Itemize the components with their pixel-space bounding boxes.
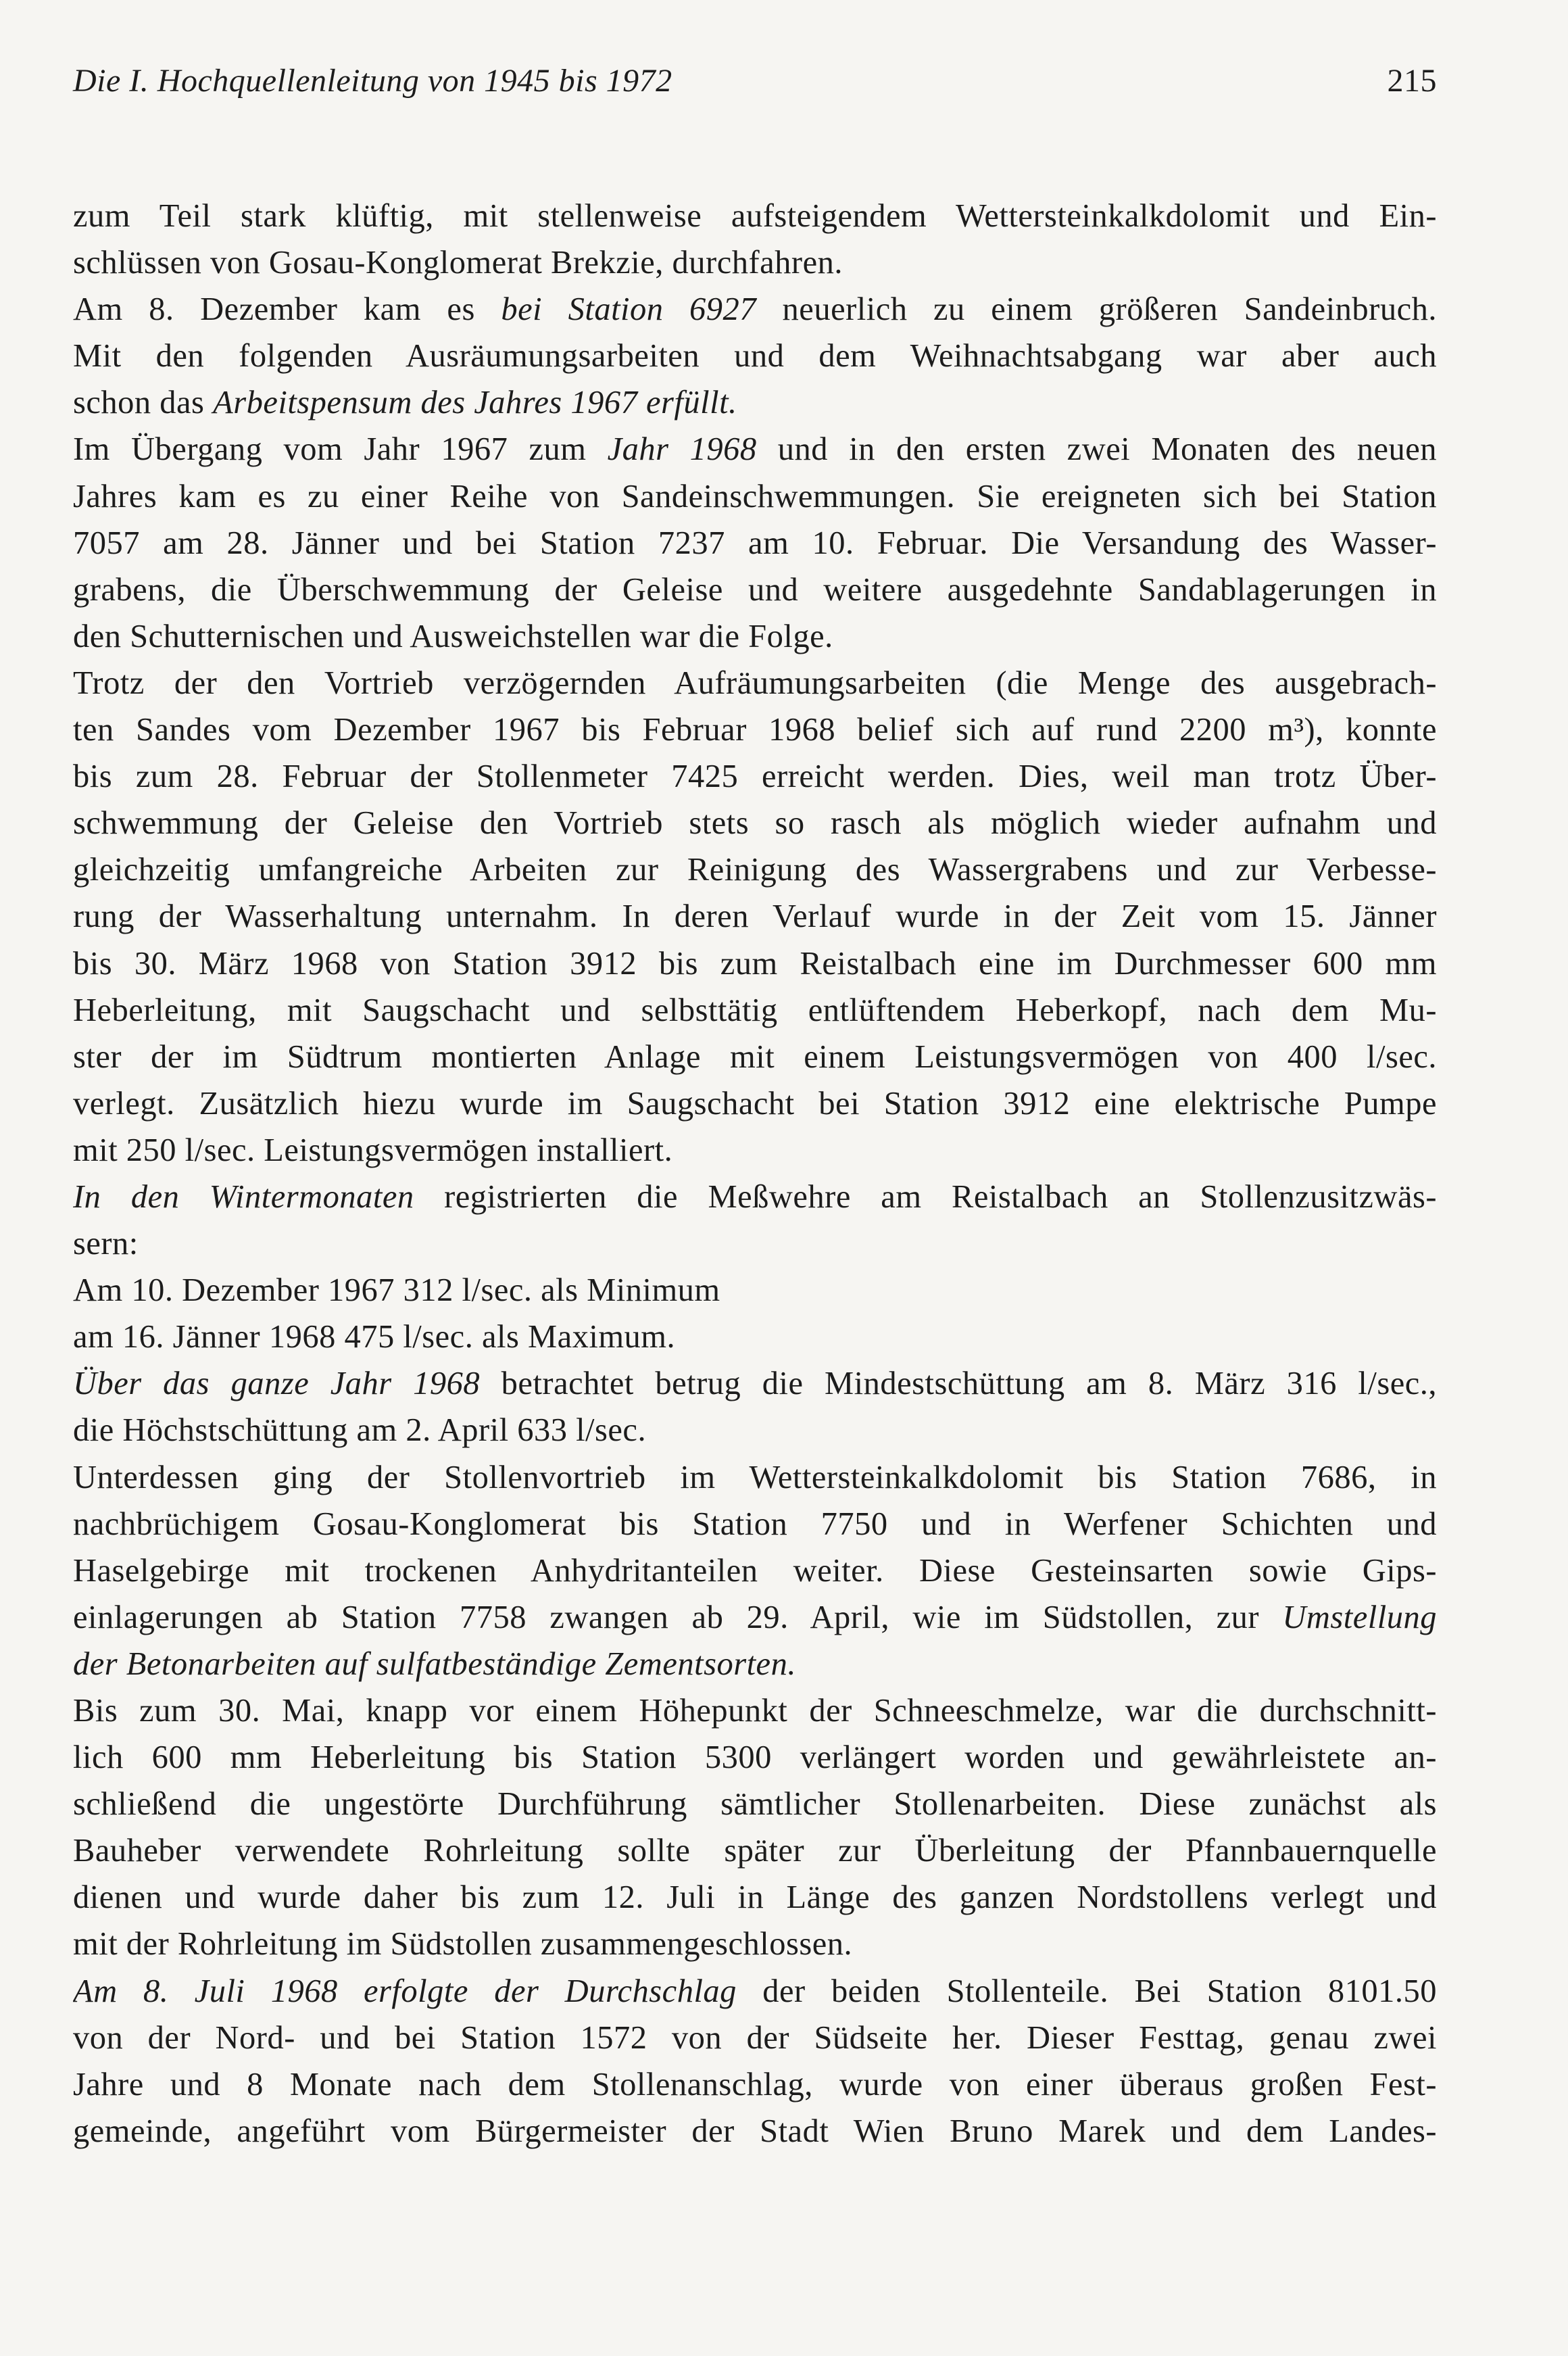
text-segment: 7057 am 28. Jänner und bei Station 7237 am 10. Februar. Die Versandung des Wasser- — [73, 525, 1437, 561]
text-line — [73, 286, 1437, 333]
text-line — [73, 567, 1437, 613]
italic-text: Arbeitspensum des Jahres 1967 erfüllt. — [213, 385, 737, 421]
text-segment: von der Nord- und bei Station 1572 von der Südseite her. Dieser Festtag, genau zwei — [73, 2019, 1437, 2056]
text-segment: am 16. Jänner 1968 475 l/sec. als Maximum. — [73, 1319, 676, 1355]
text-segment: betrachtet betrug die Mindestschüttung am 8. März 316 l/sec., — [480, 1366, 1437, 1402]
text-line — [73, 426, 1437, 473]
text-line — [73, 193, 1437, 239]
text-segment: Am 8. Dezember kam es — [73, 291, 501, 328]
text-segment: grabens, die Überschwemmung der Geleise und weitere ausgedehnte Sandablagerungen in — [73, 571, 1437, 608]
text-segment: Mit den folgenden Ausräumungsarbeiten und dem Weihnachtsabgang war aber auch — [73, 338, 1437, 375]
text-line — [73, 1641, 1437, 1687]
text-segment: rung der Wasserhaltung unternahm. In deren Verlauf wurde in der Zeit vom 15. Jänner — [73, 898, 1437, 935]
text-segment: Bauheber verwendete Rohrleitung sollte später zur Überleitung der Pfannbauernquelle — [73, 1833, 1437, 1869]
text-segment: einlagerungen ab Station 7758 zwangen ab 29. April, wie im Südstollen, zur — [73, 1599, 1283, 1635]
text-line — [73, 2108, 1437, 2155]
text-segment: mit 250 l/sec. Leistungsvermögen installiert. — [73, 1132, 673, 1168]
text-segment: Im Übergang vom Jahr 1967 zum — [73, 431, 608, 468]
italic-text: Über das ganze Jahr 1968 — [73, 1366, 481, 1402]
text-line — [73, 940, 1437, 987]
text-line — [73, 893, 1437, 940]
text-segment: Am 10. Dezember 1967 312 l/sec. als Minimum — [73, 1272, 720, 1309]
text-line — [73, 1734, 1437, 1781]
text-line — [73, 1174, 1437, 1220]
text-segment: die Höchstschüttung am 2. April 633 l/sec. — [73, 1412, 647, 1449]
text-segment: der beiden Stollenteile. Bei Station 8101.50 — [736, 1973, 1437, 2009]
text-segment: Jahres kam es zu einer Reihe von Sandeinschwemmungen. Sie ereigneten sich bei Station — [73, 478, 1437, 514]
text-segment: ten Sandes vom Dezember 1967 bis Februar 1968 belief sich auf rund 2200 m³), konnte — [73, 712, 1437, 748]
text-line — [73, 1874, 1437, 1921]
text-line — [73, 2061, 1437, 2108]
text-segment: registrierten die Meßwehre am Reistalbach an Stollenzusitzwäs- — [414, 1178, 1437, 1215]
body-text — [73, 193, 1437, 2155]
text-line — [73, 1080, 1437, 1127]
text-line — [73, 1547, 1437, 1594]
italic-text: Umstellung — [1282, 1599, 1437, 1635]
text-segment: schließend die ungestörte Durchführung sämtlicher Stollenarbeiten. Diese zunächst als — [73, 1786, 1437, 1823]
text-segment: Unterdessen ging der Stollenvortrieb im Wettersteinkalkdolomit bis Station 7686, in — [73, 1459, 1437, 1495]
text-segment: Haselgebirge mit trockenen Anhydritanteilen weiter. Diese Gesteinsarten sowie Gips- — [73, 1552, 1437, 1589]
text-line — [73, 333, 1437, 379]
text-line — [73, 1407, 1437, 1453]
text-segment: schlüssen von Gosau-Konglomerat Brekzie, durchfahren. — [73, 245, 843, 281]
text-line — [73, 1034, 1437, 1080]
text-segment: lich 600 mm Heberleitung bis Station 5300 verlängert worden und gewährleistete an- — [73, 1739, 1437, 1776]
text-line — [73, 520, 1437, 567]
text-segment: schwemmung der Geleise den Vortrieb stets so rasch als möglich wieder aufnahm und — [73, 805, 1437, 842]
text-line — [73, 473, 1437, 520]
text-segment: verlegt. Zusätzlich hiezu wurde im Saugschacht bei Station 3912 eine elektrische Pumpe — [73, 1085, 1437, 1122]
text-line — [73, 1454, 1437, 1501]
text-line — [73, 613, 1437, 660]
italic-text: der Betonarbeiten auf sulfatbeständige Zementsorten. — [73, 1645, 796, 1682]
text-segment: bis zum 28. Februar der Stollenmeter 7425 erreicht werden. Dies, weil man trotz Über- — [73, 759, 1437, 795]
text-line — [73, 846, 1437, 893]
text-line — [73, 1127, 1437, 1174]
text-line — [73, 1921, 1437, 1967]
text-line — [73, 2015, 1437, 2061]
text-line — [73, 239, 1437, 286]
text-line — [73, 1314, 1437, 1360]
text-segment: und in den ersten zwei Monaten des neuen — [756, 431, 1437, 468]
text-segment: zum Teil stark klüftig, mit stellenweise aufsteigendem Wettersteinkalkdolomit und Ein- — [73, 198, 1437, 234]
italic-text: Jahr 1968 — [607, 431, 757, 468]
text-line — [73, 379, 1437, 426]
text-segment: gleichzeitig umfangreiche Arbeiten zur Reinigung des Wassergrabens und zur Verbesse- — [73, 852, 1437, 888]
text-segment: den Schutternischen und Ausweichstellen war die Folge. — [73, 618, 833, 654]
text-segment: neuerlich zu einem größeren Sandeinbruch. — [756, 291, 1437, 328]
text-segment: schon das — [73, 385, 214, 421]
text-line — [73, 1501, 1437, 1547]
text-line — [73, 660, 1437, 706]
text-line — [73, 1594, 1437, 1641]
page-number: 215 — [1387, 63, 1437, 99]
text-line — [73, 1827, 1437, 1874]
text-segment: mit der Rohrleitung im Südstollen zusammengeschlossen. — [73, 1926, 853, 1963]
text-line — [73, 1781, 1437, 1827]
text-segment: Bis zum 30. Mai, knapp vor einem Höhepunkt der Schneeschmelze, war die durchschnitt- — [73, 1693, 1437, 1729]
text-line — [73, 753, 1437, 800]
text-line — [73, 987, 1437, 1034]
text-line — [73, 1687, 1437, 1734]
text-line — [73, 1220, 1437, 1267]
text-segment: sern: — [73, 1226, 139, 1262]
text-line — [73, 1968, 1437, 2015]
text-segment: Jahre und 8 Monate nach dem Stollenanschlag, wurde von einer überaus großen Fest- — [73, 2066, 1437, 2102]
text-segment: Heberleitung, mit Saugschacht und selbsttätig entlüftendem Heberkopf, nach dem Mu- — [73, 992, 1437, 1028]
text-segment: Trotz der den Vortrieb verzögernden Aufräumungsarbeiten (die Menge des ausgebrach- — [73, 665, 1437, 701]
running-header — [73, 59, 1437, 103]
text-segment: dienen und wurde daher bis zum 12. Juli in Länge des ganzen Nordstollens verlegt und — [73, 1879, 1437, 1916]
text-line — [73, 800, 1437, 846]
text-line — [73, 706, 1437, 753]
text-segment: gemeinde, angeführt vom Bürgermeister der Stadt Wien Bruno Marek und dem Landes- — [73, 2113, 1437, 2149]
text-segment: ster der im Südtrum montierten Anlage mit einem Leistungsvermögen von 400 l/sec. — [73, 1038, 1437, 1075]
running-title: Die I. Hochquellenleitung von 1945 bis 1972 — [73, 63, 672, 99]
text-line — [73, 1360, 1437, 1407]
italic-text: Am 8. Juli 1968 erfolgte der Durchschlag — [73, 1973, 737, 2009]
italic-text: bei Station 6927 — [501, 291, 757, 328]
text-segment: bis 30. März 1968 von Station 3912 bis zum Reistalbach eine im Durchmesser 600 mm — [73, 945, 1437, 982]
text-line — [73, 1267, 1437, 1314]
italic-text: In den Wintermonaten — [73, 1178, 414, 1215]
text-segment: nachbrüchigem Gosau-Konglomerat bis Station 7750 und in Werfener Schichten und — [73, 1506, 1437, 1542]
